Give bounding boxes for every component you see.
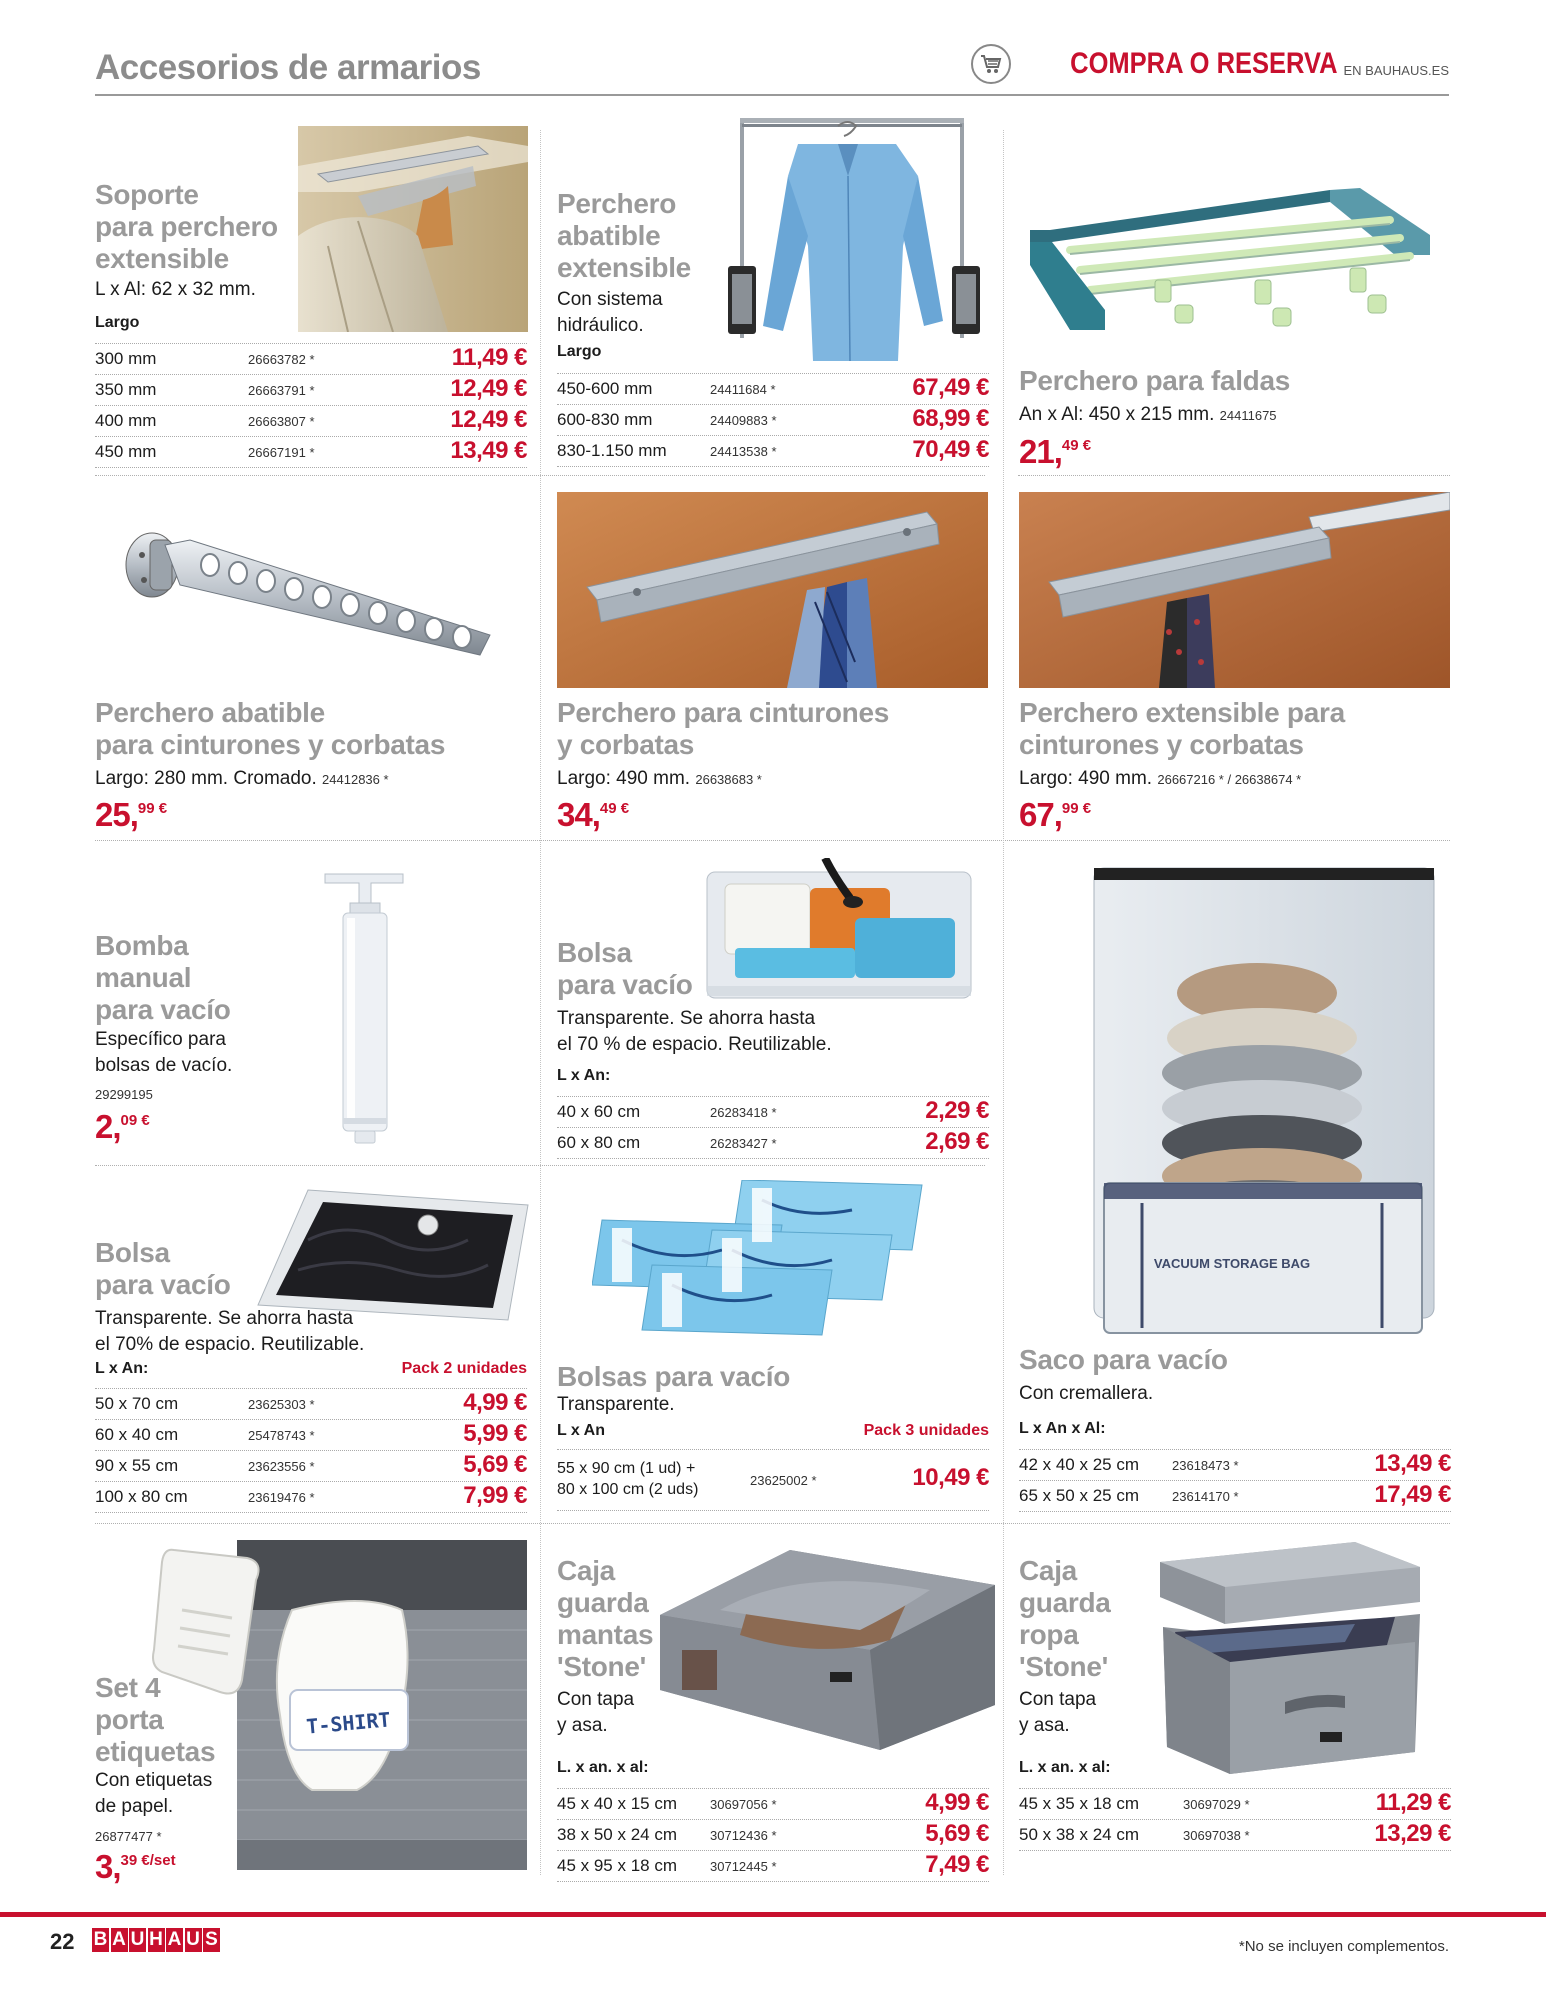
product-description: Con cremallera. [1019,1383,1154,1404]
product-title: Perchero para cinturones y corbatas [557,697,890,760]
table-row: 830-1.150 mm 24413538 * 70,49 € [557,436,989,467]
table-label: L x An x Al: [1019,1420,1106,1437]
table-row: 45 x 40 x 15 cm 30697056 * 4,99 € [557,1788,989,1820]
product-image-saco-vacio [1082,858,1452,1358]
price-table [95,343,527,468]
product-title: Caja guarda ropa 'Stone' [1019,1555,1111,1682]
product-image-soporte [298,126,528,332]
product-description: Largo: 490 mm. 26667216 * / 26638674 * [1019,768,1302,789]
product-title: Perchero para faldas [1019,365,1291,396]
product-title: Saco para vacío [1019,1344,1228,1375]
product-title: Set 4 porta etiquetas [95,1672,216,1767]
table-row: 450-600 mm 24411684 * 67,49 € [557,373,989,405]
table-label: L x An: [557,1067,611,1084]
divider [1003,130,1004,1875]
product-description: Con tapa y asa. [557,1689,635,1736]
product-image-bolsa-vacio [705,858,975,1003]
table-row: 450 mm 26667191 * 13,49 € [95,437,527,468]
product-image-bomba [320,866,410,1146]
table-row: 45 x 95 x 18 cm 30712445 * 7,49 € [557,1851,989,1882]
product-price: 3, 39 €/set [95,1848,176,1885]
shopping-cart-icon [971,44,1011,84]
product-price: 34, 49 € [557,796,630,833]
table-row: 55 x 90 cm (1 ud) + 80 x 100 cm (2 uds) 23625002 * 10,49 € [557,1449,989,1511]
price-table [557,373,989,467]
product-title: Perchero abatible extensible [557,188,691,283]
table-row: 600-830 mm 24409883 * 68,99 € [557,405,989,436]
product-description: Transparente. Se ahorra hasta el 70% de espacio. Reutilizable. [95,1308,365,1355]
product-title: Bomba manual para vacío [95,930,231,1025]
logo-letter: A [112,1929,126,1950]
product-description: Con etiquetas de papel. [95,1770,213,1817]
page-number: 22 [50,1929,75,1954]
reserve-online-banner[interactable] [971,44,1449,84]
brand-logo[interactable] [92,1928,222,1952]
product-title: Perchero extensible para cinturones y corbatas [1019,697,1345,760]
table-label: Largo [557,343,602,360]
price-table [557,1096,989,1159]
divider [1018,475,1450,476]
table-row: 300 mm 26663782 * 11,49 € [95,343,527,375]
product-code: 29299195 [95,1087,153,1102]
table-row: 100 x 80 cm 23619476 * 7,99 € [95,1482,527,1513]
table-row: 42 x 40 x 25 cm 23618473 * 13,49 € [1019,1449,1451,1481]
product-code: 26877477 * [95,1829,162,1844]
product-description: Largo: 490 mm. 26638683 * [557,768,762,789]
product-image-bolsas-vacio-pack3 [592,1180,932,1340]
table-row: 350 mm 26663791 * 12,49 € [95,375,527,406]
table-label: Largo [95,314,140,331]
product-image-perchero-abatible [728,116,988,366]
table-row: 60 x 80 cm 26283427 * 2,69 € [557,1128,989,1159]
reserve-website: EN BAUHAUS.ES [1343,62,1449,78]
divider [540,130,541,1875]
table-row: 90 x 55 cm 23623556 * 5,69 € [95,1451,527,1482]
pack-label: Pack 2 unidades [401,1360,527,1377]
table-label: L x An: [95,1360,149,1377]
divider [95,1523,1450,1524]
logo-letter: U [130,1929,145,1950]
product-description: An x Al: 450 x 215 mm. 24411675 [1019,404,1277,425]
table-row: 38 x 50 x 24 cm 30712436 * 5,69 € [557,1820,989,1851]
logo-letter: S [203,1928,220,1952]
table-row: 400 mm 26663807 * 12,49 € [95,406,527,437]
price-table [1019,1788,1451,1851]
product-image-caja-mantas [660,1540,995,1755]
product-title: Perchero abatible para cinturones y corbatas [95,697,446,760]
reserve-heading: COMPRA O RESERVA [1070,47,1338,80]
product-image-perchero-cinturones-extensible [1019,492,1450,688]
table-row: 40 x 60 cm 26283418 * 2,29 € [557,1096,989,1128]
logo-letter: H [149,1929,163,1950]
product-description: L x Al: 62 x 32 mm. [95,279,256,300]
logo-letter: A [167,1929,182,1950]
price-table [557,1449,989,1511]
table-row: 45 x 35 x 18 cm 30697029 * 11,29 € [1019,1788,1451,1820]
table-label: L. x an. x al: [1019,1759,1111,1776]
product-price: 67, 99 € [1019,796,1092,833]
product-description: Transparente. [557,1394,675,1415]
product-description: Específico para bolsas de vacío. [95,1029,233,1076]
product-price: 25, 99 € [95,796,168,833]
product-price: 2, 09 € [95,1108,150,1145]
price-table [95,1388,527,1513]
divider [95,840,1450,841]
table-label: L x An [557,1422,606,1439]
footer-disclaimer: *No se incluyen complementos. [1238,1938,1449,1955]
logo-letter: U [186,1929,200,1950]
price-table [557,1788,989,1882]
product-image-perchero-faldas [1030,180,1440,360]
product-title: Caja guarda mantas 'Stone' [557,1555,654,1682]
product-image-perchero-cinturones-abatible [120,505,500,675]
logo-letter: B [93,1929,108,1950]
product-image-caja-ropa [1155,1542,1425,1777]
tag-label-text: T-SHIRT [305,1707,392,1739]
table-row: 60 x 40 cm 25478743 * 5,99 € [95,1420,527,1451]
table-row: 65 x 50 x 25 cm 23614170 * 17,49 € [1019,1481,1451,1512]
product-title: Soporte para perchero extensible [95,179,278,274]
product-price: 21, 49 € [1019,433,1092,470]
table-label: L. x an. x al: [557,1759,649,1776]
pack-label: Pack 3 unidades [863,1422,989,1439]
product-title: Bolsa para vacío [557,937,693,1000]
table-row: 50 x 38 x 24 cm 30697038 * 13,29 € [1019,1820,1451,1851]
bag-print-text: VACUUM STORAGE BAG [1153,1256,1311,1271]
product-image-perchero-cinturones [557,492,988,688]
product-title: Bolsa para vacío [95,1237,231,1300]
product-image-bolsa-vacio-pack2 [248,1180,538,1325]
product-description: Transparente. Se ahorra hasta el 70 % de espacio. Reutilizable. [557,1008,832,1055]
product-description: Con sistema hidráulico. [557,289,663,336]
product-title: Bolsas para vacío [557,1361,791,1392]
table-row: 50 x 70 cm 23625303 * 4,99 € [95,1388,527,1420]
price-table [1019,1449,1451,1512]
header-rule [95,94,1449,96]
footer-rule [0,1912,1546,1917]
product-description: Largo: 280 mm. Cromado. 24412836 * [95,768,389,789]
page-title: Accesorios de armarios [95,48,481,87]
product-description: Con tapa y asa. [1019,1689,1097,1736]
